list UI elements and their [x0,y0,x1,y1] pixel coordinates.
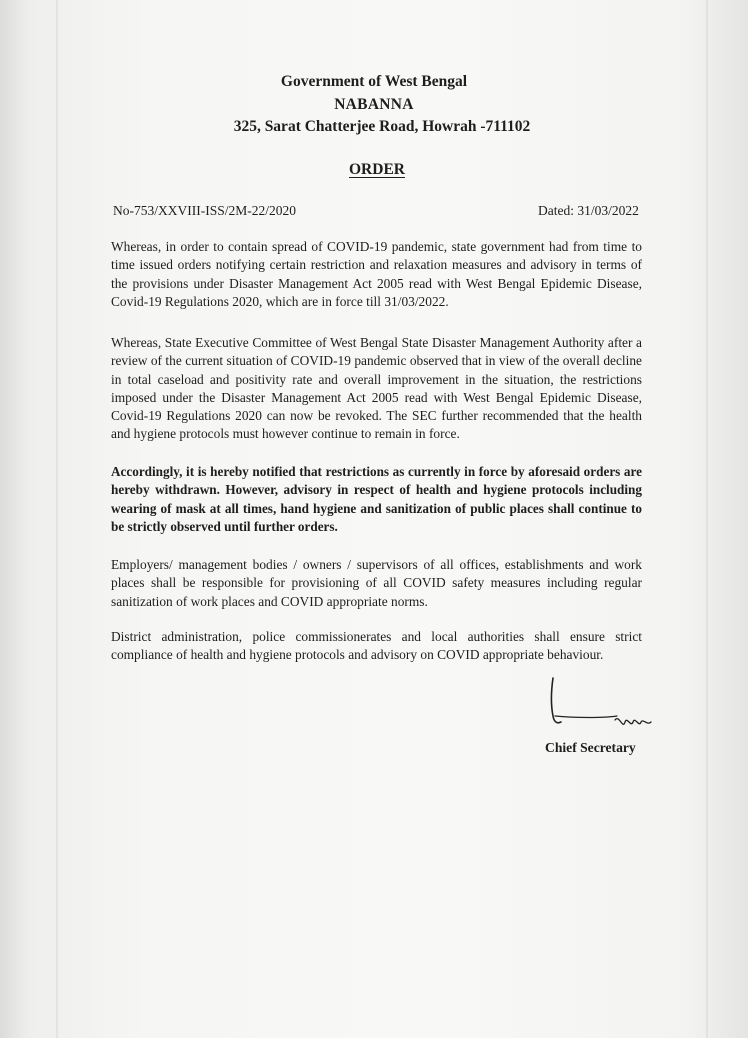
handwritten-signature [535,672,685,742]
page-fold-right [706,0,708,1038]
order-title: ORDER [349,161,405,178]
header-address: 325, Sarat Chatterjee Road, Howrah -711102 [233,118,531,135]
header-office: NABANNA [334,96,414,113]
paragraph-district-admin: District administration, police commissionerates and local authorities shall ensure strict compliance of health and hygiene protocols and advisory on COVID appropriate behaviour. [111,629,642,663]
header-government: Government of West Bengal [280,73,468,90]
paragraph-sec-review: Whereas, State Executive Committee of West Bengal State Disaster Management Authority after a review of the current situation of COVID-19 pandemic observed that in view of the overall decline in total caseload and positivity rate and overall improvement in the situation, the restrictions imposed under the Disaster Management Act 2005 read with West Bengal Epidemic Disease, Covid-19 Regulations 2020 can now be revoked. The SEC further recommended that the health and hygiene protocols must however continue to remain in force. [111,335,642,442]
order-number: No-753/XXVIII-ISS/2M-22/2020 [113,203,296,218]
signatory-title: Chief Secretary [545,740,636,755]
page-fold-left [56,0,58,1038]
paragraph-employers: Employers/ management bodies / owners / supervisors of all offices, establishments and work places shall be responsible for provisioning of all COVID safety measures including regular sanitization of work places and COVID appropriate norms. [111,557,642,609]
paragraph-background: Whereas, in order to contain spread of COVID-19 pandemic, state government had from time to time issued orders notifying certain restriction and relaxation measures and advisory in terms of the provisions under Disaster Management Act 2005 read with West Bengal Epidemic Disease, Covid-19 Regulations 2020, which are in force till 31/03/2022. [111,239,642,309]
paragraph-notification: Accordingly, it is hereby notified that restrictions as currently in force by aforesaid orders are hereby withdrawn. However, advisory in respect of health and hygiene protocols including wearing of mask at all times, hand hygiene and sanitization of public places shall continue to be strictly observed until further orders. [111,464,642,534]
order-date: Dated: 31/03/2022 [538,203,639,218]
